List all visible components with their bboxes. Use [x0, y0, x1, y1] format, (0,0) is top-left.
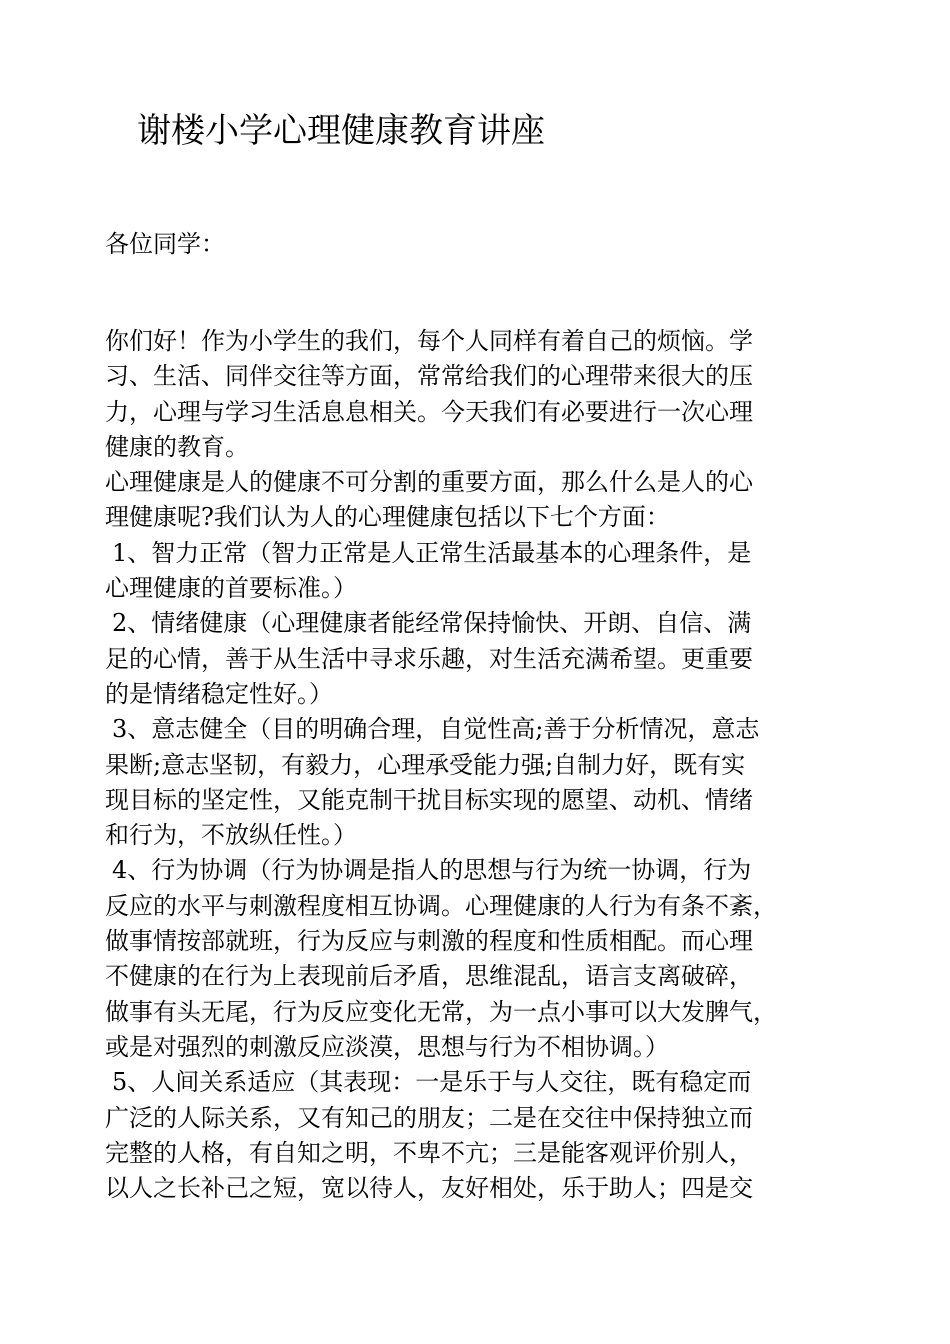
text-line: 力，心理与学习生活息息相关。今天我们有必要进行一次心理: [105, 397, 753, 426]
text-line: 和行为，不放纵任性。）: [105, 821, 357, 850]
text-line: 完整的人格，有自知之明，不卑不亢；三是能客观评价别人，: [105, 1138, 753, 1167]
text-line: 不健康的在行为上表现前后矛盾，思维混乱，语言支离破碎，: [105, 962, 753, 991]
text-line: 心理健康是人的健康不可分割的重要方面，那么什么是人的心: [105, 468, 753, 497]
text-line: 心理健康的首要标准。）: [105, 574, 357, 603]
text-line: 反应的水平与刺激程度相互协调。心理健康的人行为有条不紊，: [105, 891, 777, 920]
list-item-line: 2、情绪健康（心理健康者能经常保持愉快、开朗、自信、满: [112, 609, 752, 638]
text-line: 习、生活、同伴交往等方面，常常给我们的心理带来很大的压: [105, 362, 753, 391]
text-line: 广泛的人际关系，又有知己的朋友；二是在交往中保持独立而: [105, 1103, 753, 1132]
list-item-line: 5、人间关系适应（其表现：一是乐于与人交往，既有稳定而: [112, 1068, 752, 1097]
salutation: 各位同学：: [105, 230, 225, 258]
text-line: 或是对强烈的刺激反应淡漠，思想与行为不相协调。）: [105, 1032, 669, 1061]
document-title: 谢楼小学心理健康教育讲座: [137, 111, 545, 151]
text-line: 做事有头无尾，行为反应变化无常，为一点小事可以大发脾气，: [105, 997, 777, 1026]
text-line: 理健康呢?我们认为人的心理健康包括以下七个方面：: [105, 503, 670, 532]
text-line: 足的心情，善于从生活中寻求乐趣，对生活充满希望。更重要: [105, 644, 753, 673]
text-line: 以人之长补己之短，宽以待人，友好相处，乐于助人；四是交: [105, 1174, 753, 1203]
text-line: 的是情绪稳定性好。）: [105, 679, 333, 708]
body-text: [105, 324, 865, 1206]
text-line: 健康的教育。: [105, 432, 249, 461]
text-line: 你们好！作为小学生的我们，每个人同样有着自己的烦恼。学: [105, 327, 753, 355]
list-item-line: 1、智力正常（智力正常是人正常生活最基本的心理条件，是: [112, 538, 752, 567]
text-line: 果断;意志坚韧，有毅力，心理承受能力强;自制力好，既有实: [105, 750, 746, 779]
list-item-line: 3、意志健全（目的明确合理，自觉性高;善于分析情况，意志: [112, 715, 760, 744]
text-line: 做事情按部就班，行为反应与刺激的程度和性质相配。而心理: [105, 927, 753, 956]
text-line: 现目标的坚定性，又能克制干扰目标实现的愿望、动机、情绪: [105, 785, 753, 814]
list-item-line: 4、行为协调（行为协调是指人的思想与行为统一协调，行为: [112, 856, 752, 885]
